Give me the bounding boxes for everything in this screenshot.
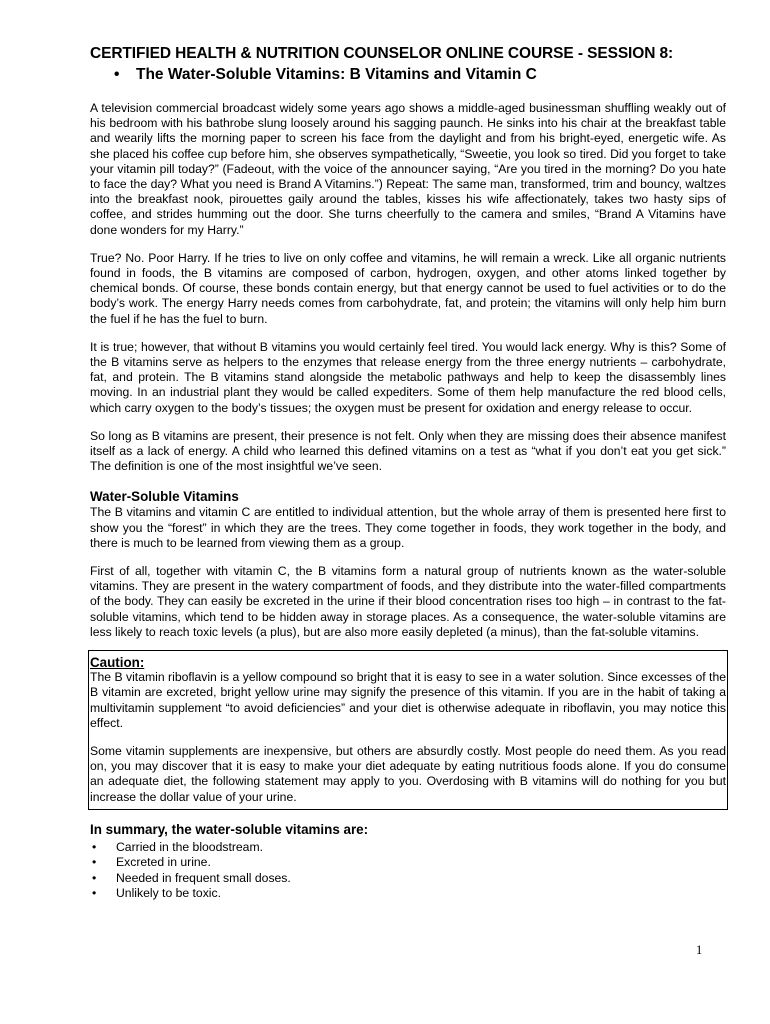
caution-paragraph: The B vitamin riboflavin is a yellow compound so bright that it is easy to see in a water solution. Since excesses of the B vitamin are excreted, bright yellow urine may signify the presence of this vitamin. If you are in the habit of taking a multivitamin supplement “to avoid deficiencies” and your diet is otherwise adequate in riboflavin, you may notice this effect. xyxy=(90,670,726,730)
document-title: CERTIFIED HEALTH & NUTRITION COUNSELOR ONLINE COURSE - SESSION 8: xyxy=(90,45,674,62)
bullet-icon: • xyxy=(92,855,97,870)
subtitle-text: The Water-Soluble Vitamins: B Vitamins and Vitamin C xyxy=(136,66,537,83)
intro-paragraph: It is true; however, that without B vitamins you would certainly feel tired. You would lack energy. Why is this? Some of the B vitamins serve as helpers to the enzymes that release energy from the three energy nutrients – carbohydrate, fat, and protein. The B vitamins stand alongside the metabolic pathways and help to keep the disassembly lines moving. In an industrial plant they would be called expediters. Some of them help manufacture the red blood cells, which carry oxygen to the body’s tissues; the oxygen must be present for oxidation and energy release to occur. xyxy=(90,339,726,415)
bullet-icon: • xyxy=(92,886,97,901)
caution-paragraph: Some vitamin supplements are inexpensive, but others are absurdly costly. Most people do need them. As you read on, you may discover that it is easy to make your diet adequate by eating nutritious foods alone. If you do consume an adequate diet, the following statement may apply to you. Overdosing with B vitamins will do nothing for you but increase the dollar value of your urine. xyxy=(90,743,726,804)
page-number: 1 xyxy=(696,943,703,957)
list-item: • Carried in the bloodstream. xyxy=(92,839,263,854)
caution-box xyxy=(88,650,728,810)
bullet-icon: • xyxy=(92,839,97,854)
water-soluble-heading: Water-Soluble Vitamins xyxy=(90,489,239,505)
list-item: • Excreted in urine. xyxy=(92,855,211,870)
list-item: • Unlikely to be toxic. xyxy=(92,886,221,901)
list-item: • Needed in frequent small doses. xyxy=(92,870,291,885)
intro-paragraph: True? No. Poor Harry. If he tries to live on only coffee and vitamins, he will remain a wreck. Like all organic nutrients found in foods, the B vitamins are composed of carbon, hydrogen, oxygen, and other atoms linked together by chemical bonds. Of course, these bonds contain energy, but that energy cannot be used to fuel activities or to do the body’s work. The energy Harry needs comes from carbohydrate, fat, and protein; the vitamins will only help him burn the fuel if he has the fuel to burn. xyxy=(90,250,726,326)
document-subtitle xyxy=(90,65,726,84)
caution-heading: Caution: xyxy=(90,655,145,671)
summary-heading: In summary, the water-soluble vitamins are: xyxy=(90,821,369,837)
water-soluble-paragraph: The B vitamins and vitamin C are entitled to individual attention, but the whole array of them is presented here first to show you the “forest” in which they are the trees. They come together in foods, they work together in the body, and there is much to be learned from viewing them as a group. xyxy=(90,505,726,550)
bullet-icon: • xyxy=(114,66,120,83)
document-page xyxy=(90,44,726,902)
water-soluble-paragraph: First of all, together with vitamin C, the B vitamins form a natural group of nutrients known as the water-soluble vitamins. They are present in the watery compartment of foods, and they distribute into the water-filled compartments of the body. They can easily be excreted in the urine if their blood concentration rises too high – in contrast to the fat-soluble vitamins, which tend to be hidden away in storage places. As a consequence, the water-soluble vitamins are less likely to reach toxic levels (a plus), but are also more easily depleted (a minus), than the fat-soluble vitamins. xyxy=(90,564,726,639)
bullet-icon: • xyxy=(92,870,97,885)
intro-paragraph: So long as B vitamins are present, their presence is not felt. Only when they are missing does their absence manifest itself as a lack of energy. A child who learned this defined vitamins on a test as “what if you don’t eat you get sick.” The definition is one of the most insightful we’ve seen. xyxy=(90,428,726,474)
summary-list xyxy=(90,840,726,902)
intro-paragraph: A television commercial broadcast widely some years ago shows a middle-aged businessman shuffling weakly out of his bedroom with his bathrobe slung loosely around his sagging paunch. He sinks into his chair at the breakfast table and wearily lifts the morning paper to screen his face from the daylight and from his bright-eyed, energetic wife. As she placed his coffee cup before him, she observes sympathetically, “Sweetie, you look so tired. Did you forget to take your vitamin pill today?” (Fadeout, with the voice of the announcer saying, “Are you tired in the morning? Do you hate to face the day? What you need is Brand A Vitamins.”) Repeat: The same man, transformed, trim and bouncy, waltzes into the breakfast nook, pirouettes gaily around the tables, kisses his wife affectionately, takes two hasty sips of coffee, and strides humming out the door. She turns cheerfully to the camera and smiles, “Brand A Vitamins have done wonders for my Harry.” xyxy=(90,101,726,237)
